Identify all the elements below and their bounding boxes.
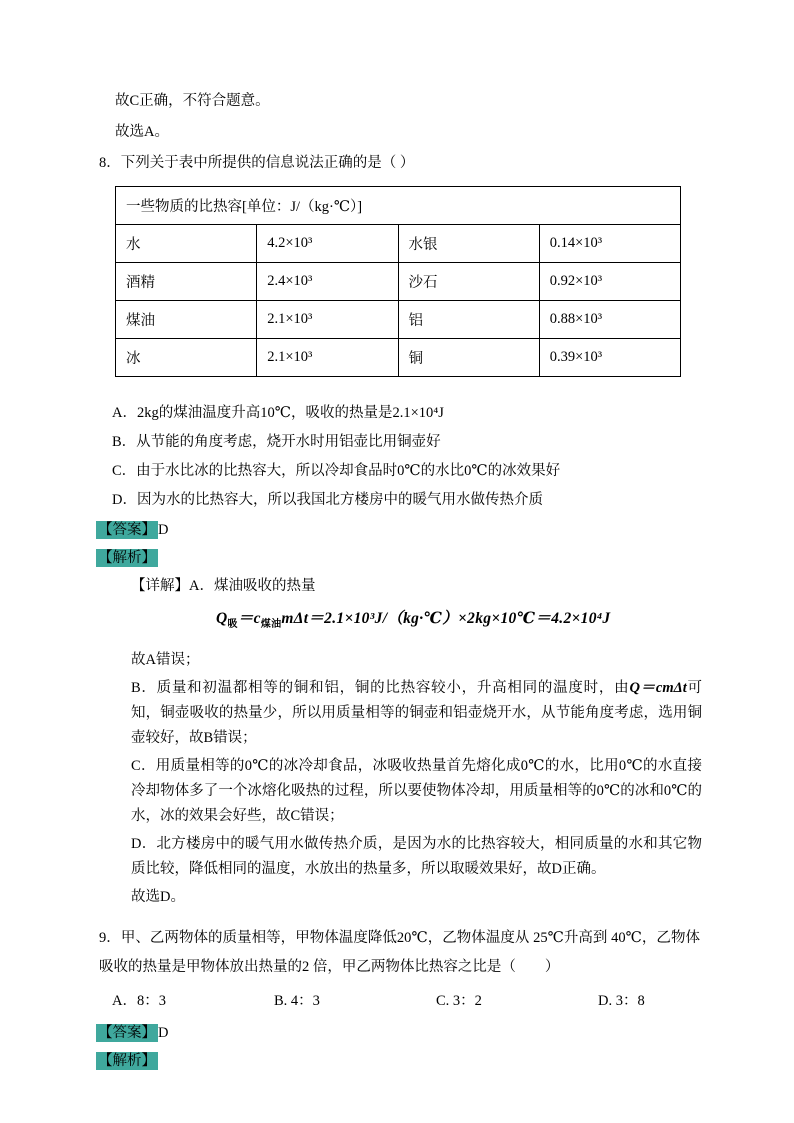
q9-option-a: A．8：3 — [112, 993, 166, 1010]
table-cell: 煤油 — [116, 301, 257, 339]
table-cell: 2.4×10³ — [257, 263, 398, 301]
formula-sub: 吸 — [227, 619, 238, 631]
table-cell: 0.92×10³ — [539, 263, 680, 301]
specific-heat-table — [115, 186, 681, 377]
inline-formula: Q＝cmΔt — [629, 680, 687, 697]
q9-option-d: D. 3：8 — [598, 993, 645, 1010]
table-cell: 0.14×10³ — [539, 225, 680, 263]
answer-value: D — [158, 1025, 169, 1042]
q8-expl-a: 故A错误； — [131, 652, 200, 669]
q9-analysis-line — [96, 1050, 696, 1072]
table-cell: 冰 — [116, 339, 257, 377]
detail-intro: A．煤油吸收的热量 — [189, 578, 316, 594]
formula-sub: 煤油 — [260, 619, 282, 631]
q9-option-b: B. 4：3 — [274, 993, 320, 1010]
formula-part: ＝c — [237, 610, 261, 627]
table-row — [116, 263, 681, 301]
analysis-label: 【解析】 — [98, 550, 156, 566]
analysis-label: 【解析】 — [98, 1053, 156, 1070]
question-9-stem: 9．甲、乙两物体的质量相等，甲物体温度降低20℃，乙物体温度从 25℃升高到 40℃，乙物体吸收的热量是甲物体放出热量的2 倍，甲乙两物体比热容之比是（ ） — [99, 930, 700, 976]
q8-analysis-line — [96, 547, 696, 569]
table-cell: 酒精 — [116, 263, 257, 301]
table-caption: 一些物质的比热容[单位：J/（kg·℃）] — [116, 187, 681, 225]
formula-part: Q — [216, 610, 228, 627]
expl-text: 可知，铜壶吸收的热量少，所以用质量相等的铜壶和铝壶烧开水，从节能角度考虑，选用铜壶较好，故B错误； — [131, 680, 703, 747]
answer-label: 【答案】 — [98, 1025, 156, 1042]
table-cell: 2.1×10³ — [257, 339, 398, 377]
table-row — [116, 339, 681, 377]
q8-conclusion: 故选D。 — [131, 889, 185, 906]
table-row — [116, 301, 681, 339]
table-cell: 铝 — [398, 301, 539, 339]
table-row — [116, 225, 681, 263]
formula-part: mΔt＝2.1×10³J/（kg·℃）×2kg×10℃＝4.2×10⁴J — [281, 610, 611, 627]
q8-expl-c: C．用质量相等的0℃的冰冷却食品，冰吸收热量首先熔化成0℃的水，比用0℃的水直接冷却物体多了一个冰熔化吸热的过程，所以要使物体冷却，用质量相等的0℃的冰和0℃的水，冰的效果会好些，故C错误； — [131, 758, 702, 825]
q8-detail-line — [131, 575, 696, 597]
prev-answer-line-1: 故C正确，不符合题意。 — [115, 93, 270, 109]
q8-option-a: A．2kg的煤油温度升高10℃，吸收的热量是2.1×10⁴J — [112, 405, 444, 421]
table-cell: 0.88×10³ — [539, 301, 680, 339]
table-cell: 铜 — [398, 339, 539, 377]
table-cell: 水银 — [398, 225, 539, 263]
table-cell: 水 — [116, 225, 257, 263]
question-8-stem: 8．下列关于表中所提供的信息说法正确的是（ ） — [99, 155, 415, 171]
prev-answer-line-2: 故选A。 — [115, 124, 169, 140]
q9-options-row — [112, 990, 696, 1012]
q8-option-d: D．因为水的比热容大，所以我国北方楼房中的暖气用水做传热介质 — [112, 492, 543, 508]
table-cell: 2.1×10³ — [257, 301, 398, 339]
table-cell: 4.2×10³ — [257, 225, 398, 263]
answer-value: D — [158, 522, 169, 538]
answer-label: 【答案】 — [98, 522, 156, 538]
q8-option-b: B．从节能的角度考虑，烧开水时用铝壶比用铜壶好 — [112, 434, 441, 450]
table-cell: 0.39×10³ — [539, 339, 680, 377]
q9-answer-line — [96, 1022, 696, 1044]
q8-heat-formula — [216, 606, 696, 638]
q8-expl-d: D．北方楼房中的暖气用水做传热介质，是因为水的比热容较大，相同质量的水和其它物质比较，降低相同的温度，水放出的热量多，所以取暖效果好，故D正确。 — [131, 836, 702, 878]
table-cell: 沙石 — [398, 263, 539, 301]
q9-option-c: C. 3：2 — [436, 993, 482, 1010]
detail-label: 【详解】 — [131, 578, 189, 594]
expl-text: B．质量和初温都相等的铜和铝，铜的比热容较小，升高相同的温度时，由 — [131, 680, 630, 697]
q8-option-c: C．由于水比冰的比热容大，所以冷却食品时0℃的水比0℃的冰效果好 — [112, 463, 561, 479]
q8-expl-b — [131, 676, 702, 751]
table-caption-row — [116, 187, 681, 225]
q8-answer-line — [96, 519, 696, 541]
